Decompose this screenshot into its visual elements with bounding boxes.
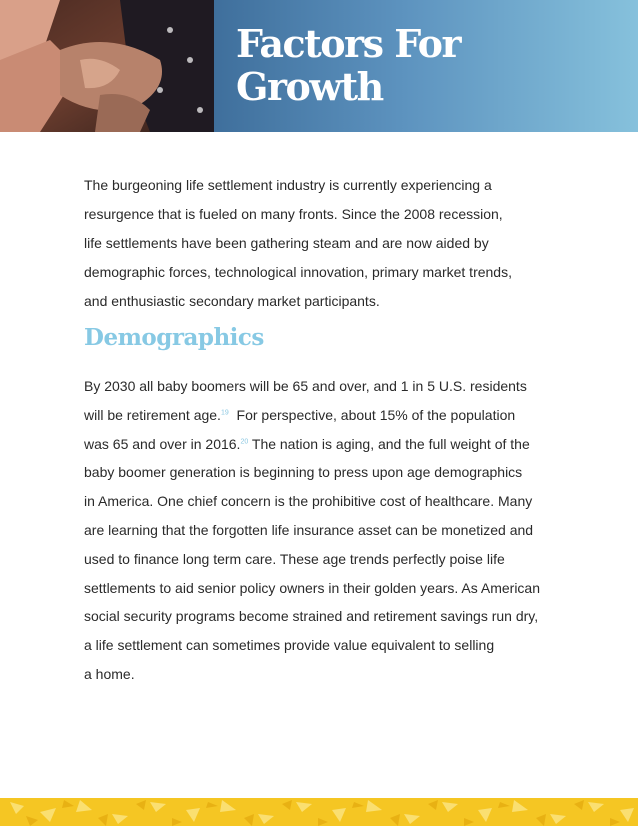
body-line: a life settlement can sometimes provide value equivalent to selling: [84, 637, 495, 654]
demographics-paragraph: [84, 372, 564, 689]
page-title: [236, 22, 460, 108]
footnote-ref-19[interactable]: 19: [220, 409, 229, 417]
body-line: used to finance long term care. These age trends perfectly poise life: [84, 550, 505, 567]
body-line: are learning that the forgotten life insurance asset can be monetized and: [84, 521, 534, 538]
title-line-1: Factors For: [236, 21, 460, 66]
section-heading-demographics: Demographics: [84, 324, 264, 351]
body-line: By 2030 all baby boomers will be 65 and over, and 1 in 5 U.S. residents: [84, 378, 527, 394]
footnote-ref-20[interactable]: 20: [240, 437, 249, 445]
body-text-segment: was 65 and over in 2016.: [84, 435, 241, 452]
intro-line: demographic forces, technological innovation, primary market trends,: [84, 264, 512, 280]
intro-line: resurgence that is fueled on many fronts. Since the 2008 recession,: [84, 206, 503, 222]
body-text-segment: will be retirement age.: [84, 406, 221, 423]
body-text-segment: The nation is aging, and the full weight of the: [248, 435, 530, 452]
footer-pattern-band: [0, 798, 638, 826]
title-line-2: Growth: [236, 64, 383, 109]
intro-line: The burgeoning life settlement industry is currently experiencing a: [84, 177, 492, 193]
title-band: [214, 0, 638, 132]
body-line: baby boomer generation is beginning to press upon age demographics: [84, 464, 523, 481]
holding-hands-photo: [0, 0, 214, 132]
body-text-segment: For perspective, about 15% of the population: [228, 406, 516, 423]
body-line: settlements to aid senior policy owners in their golden years. As American: [84, 579, 541, 596]
body-line: social security programs become strained and retirement savings run dry,: [84, 608, 539, 625]
page-header: [0, 0, 638, 132]
body-line: in America. One chief concern is the prohibitive cost of healthcare. Many: [84, 493, 533, 510]
body-line: [84, 401, 564, 430]
body-line: [84, 430, 564, 459]
intro-line: life settlements have been gathering steam and are now aided by: [84, 235, 489, 251]
intro-paragraph: [84, 171, 564, 316]
body-line: a home.: [84, 665, 135, 682]
intro-line: and enthusiastic secondary market participants.: [84, 293, 380, 309]
